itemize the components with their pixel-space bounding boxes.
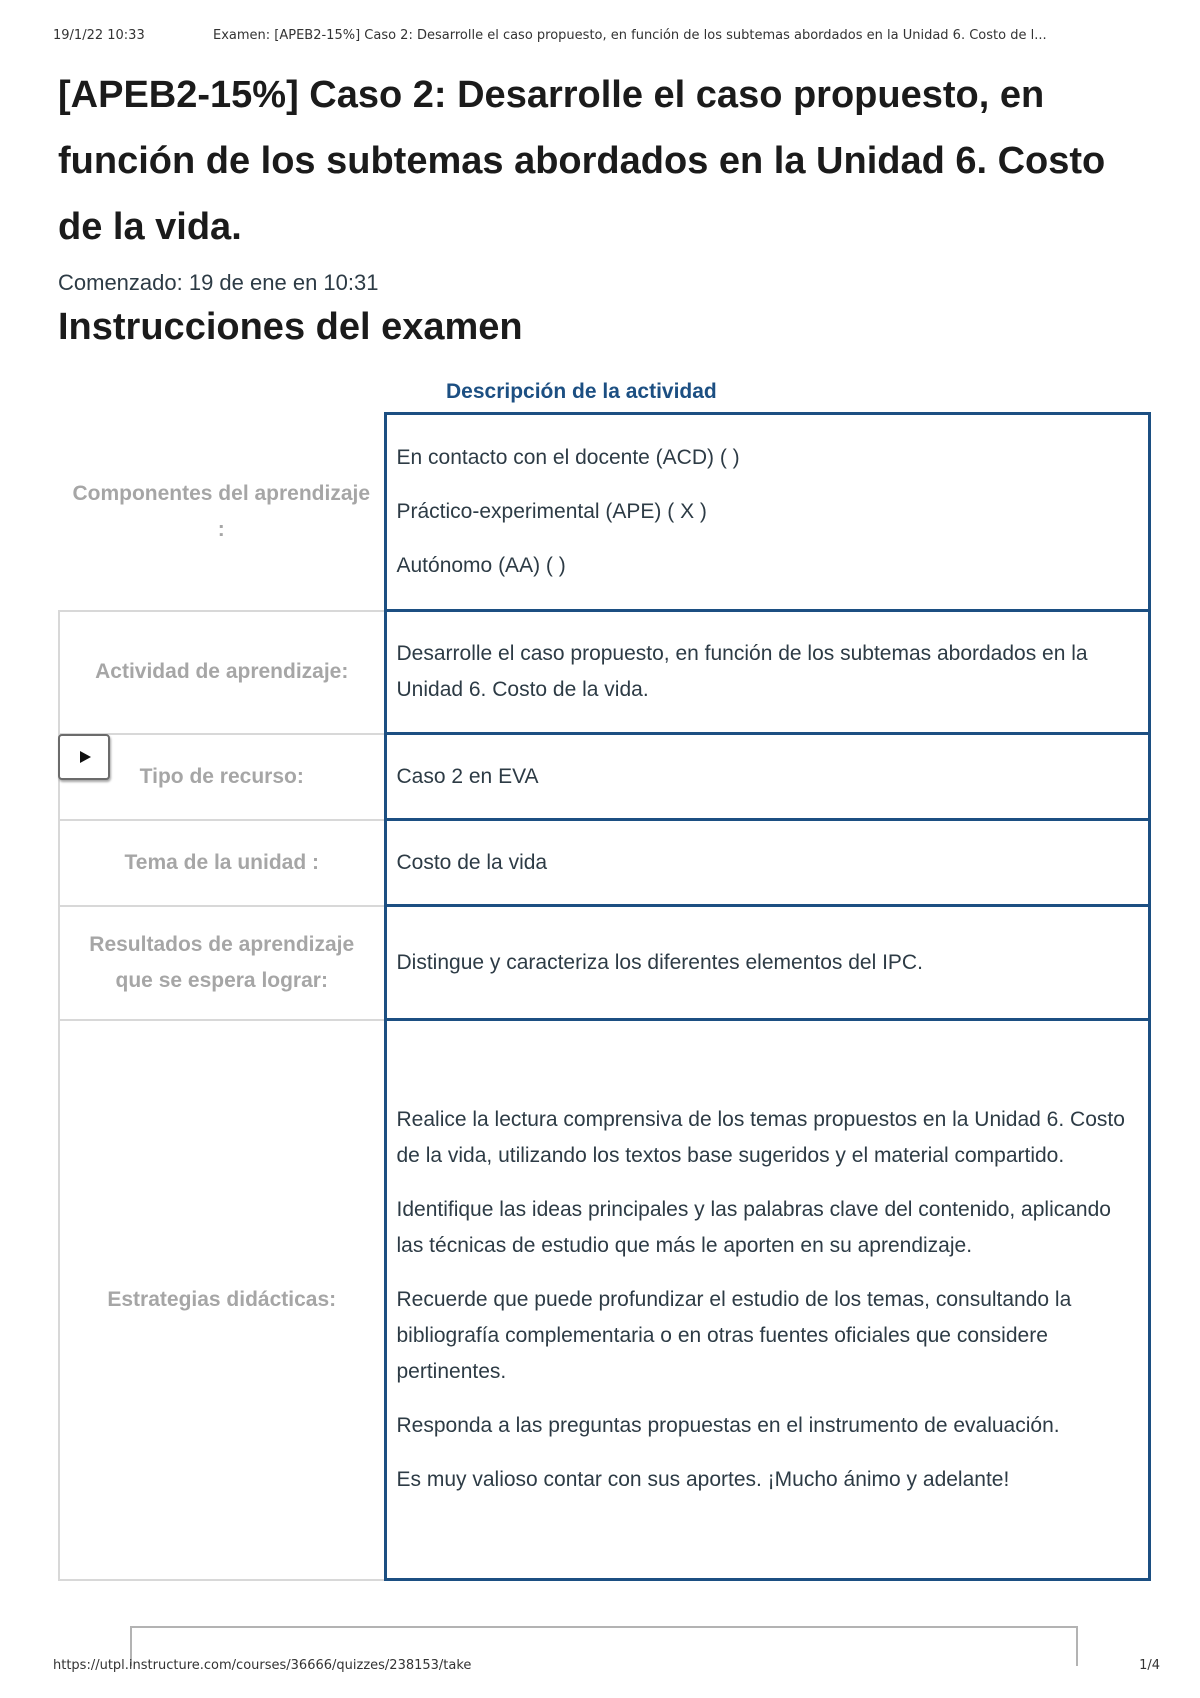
instructions-heading: Instrucciones del examen bbox=[58, 306, 523, 348]
page-title: [APEB2-15%] Caso 2: Desarrolle el caso propuesto, en función de los subtemas abordados en la Unidad 6. Costo de la vida. bbox=[58, 74, 1106, 248]
table-row-results bbox=[59, 906, 1150, 1020]
strategies-value bbox=[385, 1020, 1150, 1580]
components-label: Componentes del aprendizaje : bbox=[72, 481, 371, 541]
print-url: https://utpl.instructure.com/courses/36666/quizzes/238153/take bbox=[53, 1658, 472, 1673]
strategy-paragraph: Recuerde que puede profundizar el estudio de los temas, consultando la bibliografía complementaria o en otras fuentes oficiales que considere pertinentes. bbox=[396, 1287, 1072, 1383]
results-value: Distingue y caracteriza los diferentes elementos del IPC. bbox=[385, 906, 1150, 1020]
table-row-unit-topic bbox=[59, 820, 1150, 906]
components-value bbox=[385, 414, 1150, 611]
unit-topic-label: Tema de la unidad : bbox=[59, 820, 385, 906]
table-row-strategies bbox=[59, 1020, 1150, 1580]
results-label: Resultados de aprendizaje que se espera lograr: bbox=[59, 906, 385, 1020]
activity-label: Actividad de aprendizaje: bbox=[59, 611, 385, 734]
table-row-activity bbox=[59, 611, 1150, 734]
component-item-aa: Autónomo (AA) ( ) bbox=[396, 554, 566, 577]
component-item-acd: En contacto con el docente (ACD) ( ) bbox=[396, 446, 740, 469]
activity-description-table bbox=[58, 412, 1151, 1581]
print-datetime: 19/1/22 10:33 bbox=[53, 28, 145, 43]
started-timestamp: Comenzado: 19 de ene en 10:31 bbox=[58, 270, 379, 295]
strategy-paragraph: Responda a las preguntas propuestas en el instrumento de evaluación. bbox=[396, 1413, 1060, 1437]
table-caption: Descripción de la actividad bbox=[446, 380, 717, 403]
play-icon bbox=[80, 751, 91, 763]
strategy-paragraph: Realice la lectura comprensiva de los temas propuestos en la Unidad 6. Costo de la vida, utilizando los textos base sugeridos y el material compartido. bbox=[396, 1107, 1125, 1167]
unit-topic-value: Costo de la vida bbox=[385, 820, 1150, 906]
play-button[interactable] bbox=[58, 734, 110, 780]
table-row-components bbox=[59, 414, 1150, 611]
print-page-title: Examen: [APEB2-15%] Caso 2: Desarrolle el caso propuesto, en función de los subtemas abordados en la Unidad 6. Costo de l... bbox=[213, 28, 1047, 43]
table-row-resource bbox=[59, 734, 1150, 820]
resource-label: Tipo de recurso: bbox=[59, 734, 385, 820]
component-item-ape: Práctico-experimental (APE) ( X ) bbox=[396, 500, 707, 523]
print-page-number: 1/4 bbox=[1139, 1658, 1160, 1673]
strategy-paragraph: Es muy valioso contar con sus aportes. ¡Mucho ánimo y adelante! bbox=[396, 1467, 1010, 1491]
activity-value: Desarrolle el caso propuesto, en función de los subtemas abordados en la Unidad 6. Costo de la vida. bbox=[385, 611, 1150, 734]
strategies-label: Estrategias didácticas: bbox=[59, 1020, 385, 1580]
resource-value: Caso 2 en EVA bbox=[385, 734, 1150, 820]
strategy-paragraph: Identifique las ideas principales y las palabras clave del contenido, aplicando las técnicas de estudio que más le aporten en su aprendizaje. bbox=[396, 1197, 1111, 1257]
